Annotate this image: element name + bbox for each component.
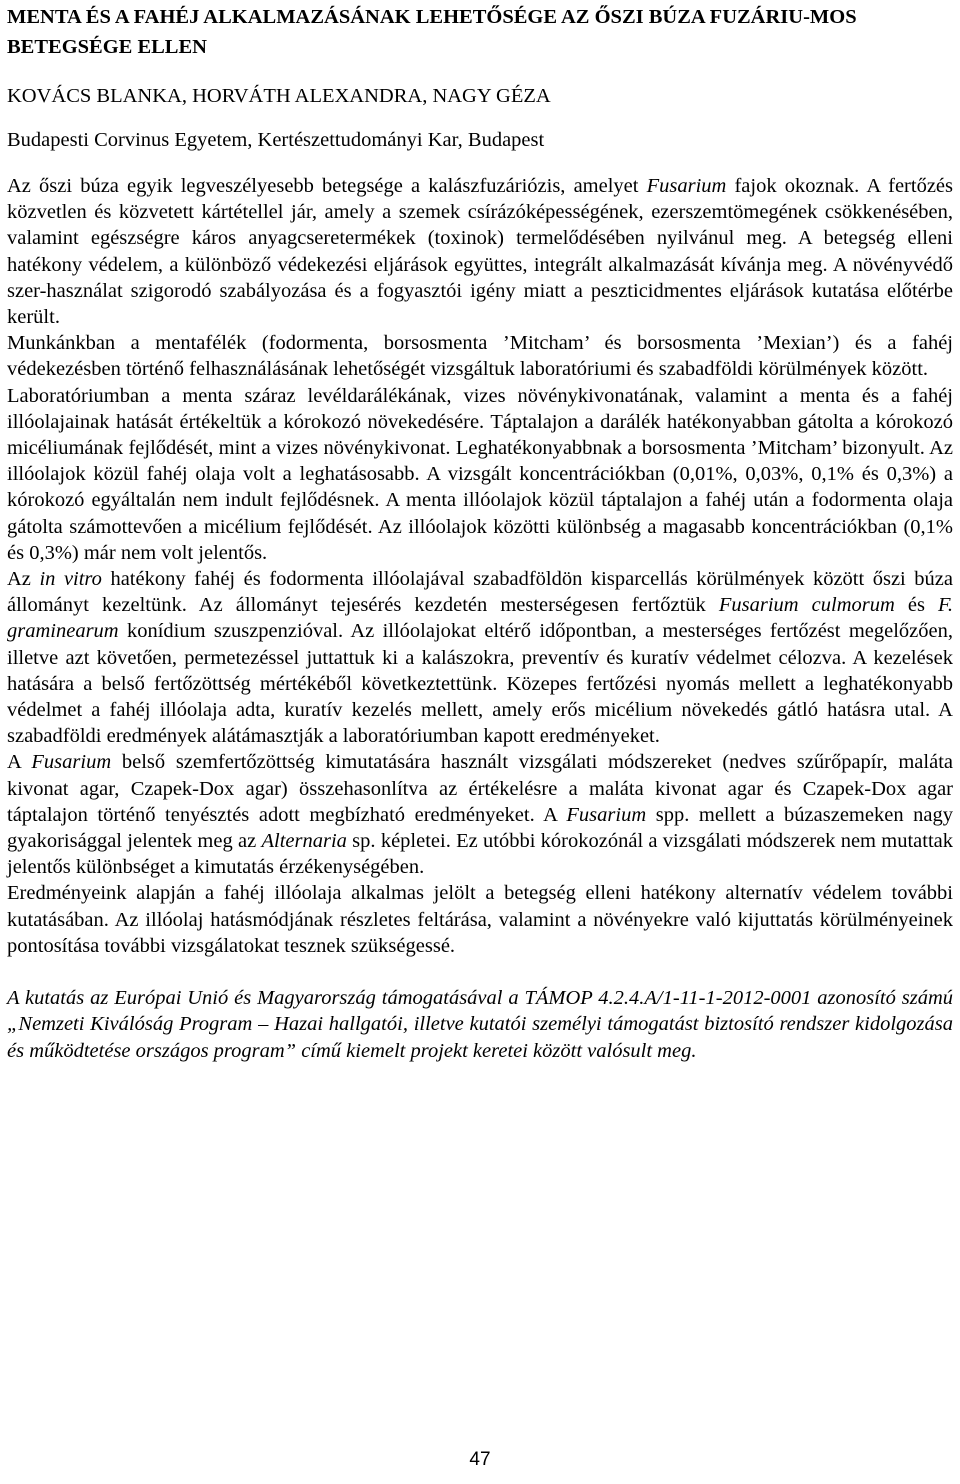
paragraph-1: [7, 173, 953, 330]
text-run: belső szemfertőzöttség kimutatására használt vizsgálati módszereket (nedves szűrőpapír, maláta kivonat agar, Czapek-Dox agar) összehasonlítva az értékelésre a maláta kivonat agar és Czapek-Dox agar táptalajon történő tenyésztés adott megbízható eredményeket. A: [7, 751, 953, 826]
text-run: hatékony fahéj és fodormenta illóolajával szabadföldön kisparcellás körülmények között őszi búza állományt kezeltünk. Az állományt tejesérés kezdetén mesterségesen fertőztük: [7, 568, 953, 617]
paragraph-5: [7, 749, 953, 880]
text-run: Eredményeink alapján a fahéj illóolaja alkalmas jelölt a betegség elleni hatékony alternatív védelem további kutatásában. Az illóolaj hatásmódjának részletes feltárása, valamint a növényekre való kijuttatás körülményeinek pontosítása további vizsgálatokat tesznek szükségessé.: [7, 882, 953, 957]
italic-term: F. graminearum: [7, 594, 954, 643]
paragraph-4: [7, 566, 953, 749]
acknowledgement-block: [7, 985, 953, 1064]
text-run: spp. mellett a búzaszemeken nagy gyakorisággal jelentek meg az: [7, 803, 953, 853]
text-run: Laboratóriumban a menta száraz levéldarálékának, vizes növénykivonatának, valamint a menta és a fahéj illóolajainak hatását értékeltük a kórokozó növekedésére. Táptalajon a darálék hatékonyabban gátolta a kórokozó micéliumának fejlődését, mint a vizes növénykivonat. Leghatékonyabbnak a borsosmenta ’Mitcham’ bizonyult. Az illóolajok közül fahéj olaja volt a leghatásosabb. A vizsgált koncentrációkban (0,01%, 0,03%, 0,1% és 0,3%) a kórokozó egyáltalán nem indult fejlődésnek. A menta illóolajok közül táptalajon a fahéj után a fodormenta olaja gátolta számottevően a micélium fejlődését. Az illóolajok közötti különbség a magasabb koncentrációkban (0,1% és 0,3%) már nem volt jelentős.: [7, 384, 953, 564]
acknowledgement-text: A kutatás az Európai Unió és Magyarország támogatásával a TÁMOP 4.2.4.A/1-11-1-2012-0001 azonosító számú „Nemzeti Kiválóság Program – Hazai hallgatói, illetve kutatói személyi támogatást biztosító rendszer kidolgozása és működtetése országos program” című kiemelt projekt keretei között valósult meg.: [7, 987, 953, 1062]
italic-term: Alternaria: [261, 830, 347, 853]
text-run: és: [894, 594, 939, 617]
document-page: [7, 0, 953, 1064]
page-number: 47: [469, 1449, 491, 1470]
paragraph-6: [7, 880, 953, 959]
italic-term: Fusarium culmorum: [718, 594, 895, 617]
text-run: fajok okoznak. A fertőzés közvetlen és közvetett kártétellel jár, amely a szemek csírázóképességének, ezerszemtömegének csökkenésében, valamint egészségre káros anyagcseretermékek (toxinok) termelődésében nyilvánul meg. A betegség elleni hatékony védelem, a különböző védekezési eljárások együttes, integrált alkalmazását kívánja meg. A növényvédő szer-használat szigorodó szabályozása és a fogyasztói igény miatt a peszticidmentes eljárások kutatása előtérbe került.: [7, 175, 953, 329]
italic-term: Fusarium: [566, 803, 647, 826]
abstract-body: [7, 173, 953, 959]
italic-term: Fusarium: [31, 751, 112, 774]
affiliation: Budapesti Corvinus Egyetem, Kertészettudományi Kar, Budapest: [7, 129, 545, 151]
paragraph-2: [7, 330, 953, 382]
text-run: Munkánkban a mentafélék (fodormenta, borsosmenta ’Mitcham’ és borsosmenta ’Mexian’) és a fahéj védekezésben történő felhasználásának lehetőségét vizsgáltuk laboratóriumi és szabadföldi körülmények között.: [7, 332, 953, 381]
text-run: konídium szuszpenzióval. Az illóolajokat eltérő időpontban, a mesterséges fertőzést megelőzően, illetve azt követően, permetezéssel juttattuk ki a kalászokra, preventív és kuratív védelmet célozva. A kezelések hatására a belső fertőzöttség mértékéből következtettünk. Közepes fertőzési nyomás mellett a leghatékonyabb védelmet a fahéj illóolaja adta, kuratív kezelés mellett, amely erős micélium növekedés gátló hatásra utal. A szabadföldi eredmények alátámasztják a laboratóriumban kapott eredményeket.: [7, 620, 953, 748]
text-run: sp. képletei. Ez utóbbi kórokozónál a vizsgálati módszerek nem mutattak jelentős különbséget a kimutatás érzékenységében.: [7, 830, 953, 879]
paper-title: MENTA ÉS A FAHÉJ ALKALMAZÁSÁNAK LEHETŐSÉGE AZ ŐSZI BÚZA FUZÁRIU-MOS BETEGSÉGE ELLEN: [7, 6, 857, 58]
paragraph-3: [7, 383, 953, 566]
text-run: Az őszi búza egyik legveszélyesebb betegsége a kalászfuzáriózis, amelyet: [7, 175, 647, 197]
italic-term: Fusarium: [646, 175, 727, 197]
italic-term: in vitro: [39, 568, 102, 591]
author-list: KOVÁCS BLANKA, HORVÁTH ALEXANDRA, NAGY GÉZA: [7, 85, 551, 107]
text-run: A: [7, 751, 32, 774]
text-run: Az: [7, 568, 40, 591]
